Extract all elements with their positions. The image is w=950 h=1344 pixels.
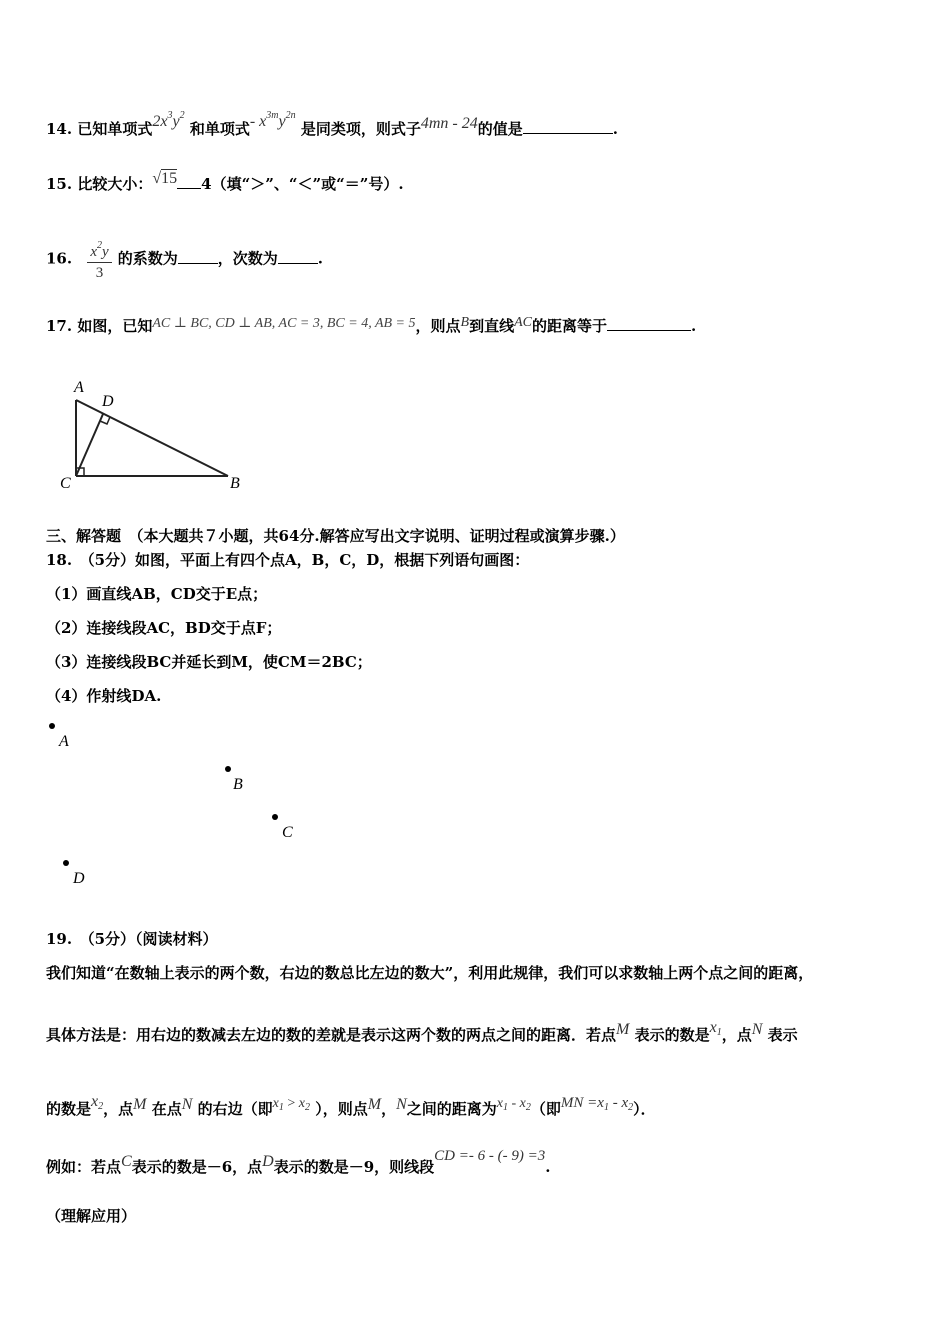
q15-text-2: 4（填“＞”、“＜”或“＝”号）.: [201, 175, 404, 193]
q19-inequality: $x_1 > x_2$: [272, 1096, 310, 1113]
q17-text-4: 的距离等于: [531, 317, 607, 335]
point-c-label: C: [282, 824, 293, 841]
q16-number: 16.: [46, 249, 73, 268]
q14-text-4: 的值是: [477, 120, 523, 138]
q17-text-3: 到直线: [469, 317, 515, 335]
section-3-heading: 三、解答题 （本大题共７小题，共64分.解答应写出文字说明、证明过程或演算步骤.）: [46, 527, 625, 545]
q14-text-3: 是同类项，则式子: [300, 120, 421, 138]
q17-conditions: AC ⊥ BC, CD ⊥ AB, AC = 3, BC = 4, AB = 5: [152, 316, 416, 331]
q19-paragraph-2: 具体方法是：用右边的数减去左边的数的差就是表示这两个数的两点之间的距离．若点M 表示的数是$x_1$，点N 表示: [46, 1019, 798, 1044]
side-ab: [76, 400, 228, 476]
question-15: [46, 170, 404, 195]
q14-number: 14.: [46, 120, 73, 138]
q17-point-b: B: [460, 315, 470, 330]
q19-difference: $x_1 - x_2$: [496, 1096, 531, 1113]
point-b: [225, 766, 231, 772]
q14-monomial-2: - $x^{3m}y^{2n}$: [249, 110, 296, 130]
q15-answer-blank[interactable]: [177, 174, 201, 189]
q19-point-c: C: [121, 1153, 132, 1170]
point-a: [49, 723, 55, 729]
point-b-label: B: [233, 776, 243, 793]
q16-coefficient-blank[interactable]: [178, 249, 218, 264]
q19-paragraph-1: 我们知道“在数轴上表示的两个数，右边的数总比左边的数大”，利用此规律，我们可以求数轴上两个点之间的距离，: [46, 964, 814, 982]
q16-fraction: $\frac{x^2y}{3}$: [87, 236, 111, 283]
q17-triangle-figure: [50, 372, 250, 498]
q19-point-d: D: [262, 1153, 274, 1170]
q19-point-n-3: N: [396, 1096, 407, 1113]
q19-point-m: M: [616, 1021, 630, 1038]
q14-end: .: [612, 120, 618, 138]
q16-degree-blank[interactable]: [278, 249, 318, 264]
q15-text-1: 比较大小：: [77, 175, 153, 193]
q18-item-3: （3）连接线段BC并延长到M，使CM＝2BC；: [46, 653, 372, 671]
q15-sqrt: √15: [152, 170, 178, 187]
q17-number: 17.: [46, 317, 73, 335]
point-c: [272, 814, 278, 820]
point-a-label: A: [59, 733, 69, 750]
q14-text-1: 已知单项式: [77, 120, 153, 138]
question-16: [46, 236, 323, 283]
label-b: B: [230, 475, 240, 492]
q19-head: 19. （5分）（阅读材料）: [46, 930, 218, 948]
q19-point-n: N: [751, 1021, 763, 1038]
q14-expression: 4mn - 24: [420, 115, 478, 132]
q19-point-n-2: N: [181, 1096, 193, 1113]
q17-line-ac: AC: [514, 315, 532, 330]
label-a: A: [74, 379, 84, 396]
q17-end: .: [691, 317, 697, 335]
label-d: D: [102, 393, 114, 410]
q19-cd-formula: CD =- 6 - (- 9) =3: [434, 1148, 546, 1164]
question-14: [46, 110, 618, 140]
q19-x1: $x_1$: [709, 1019, 722, 1038]
q17-text-2: ，则点: [415, 317, 461, 335]
point-d: [63, 860, 69, 866]
q18-item-4: （4）作射线DA.: [46, 687, 162, 705]
q18-head: 18. （5分）如图，平面上有四个点A，B，C，D，根据下列语句画图：: [46, 551, 530, 569]
point-d-label: D: [73, 870, 85, 887]
q17-answer-blank[interactable]: [607, 316, 691, 331]
q14-monomial-1: $2x^3y^2$: [152, 110, 185, 130]
question-17: [46, 316, 696, 338]
q19-point-m-2: M: [133, 1096, 147, 1113]
q16-text-1: 的系数为: [117, 249, 178, 268]
altitude-cd: [76, 414, 103, 476]
q19-point-m-3: M: [367, 1096, 382, 1113]
q15-number: 15.: [46, 175, 73, 193]
q19-x2: $x_2$: [91, 1093, 104, 1112]
q19-apply-heading: （理解应用）: [46, 1207, 137, 1225]
q16-text-2: ，次数为: [217, 249, 278, 268]
q19-paragraph-3: 的数是$x_2$，点M 在点N 的右边（即$x_1 > x_2$ ），则点M，N之间的距离为$x_1 - x_2$（即MN $=x_1 - x_2$）．: [46, 1093, 656, 1118]
q19-example: 例如：若点C表示的数是－6，点D表示的数是－9，则线段CD =- 6 - (- 9) =3.: [46, 1148, 551, 1176]
q18-points-figure: [40, 716, 320, 892]
q16-end: .: [317, 249, 323, 268]
q14-text-2: 和单项式: [189, 120, 250, 138]
q19-mn-formula: MN $=x_1 - x_2$: [560, 1095, 634, 1113]
q18-item-2: （2）连接线段AC，BD交于点F；: [46, 619, 282, 637]
q18-item-1: （1）画直线AB，CD交于E点；: [46, 585, 268, 603]
q14-answer-blank[interactable]: [523, 119, 613, 134]
label-c: C: [60, 475, 71, 492]
q17-text-1: 如图，已知: [77, 317, 153, 335]
